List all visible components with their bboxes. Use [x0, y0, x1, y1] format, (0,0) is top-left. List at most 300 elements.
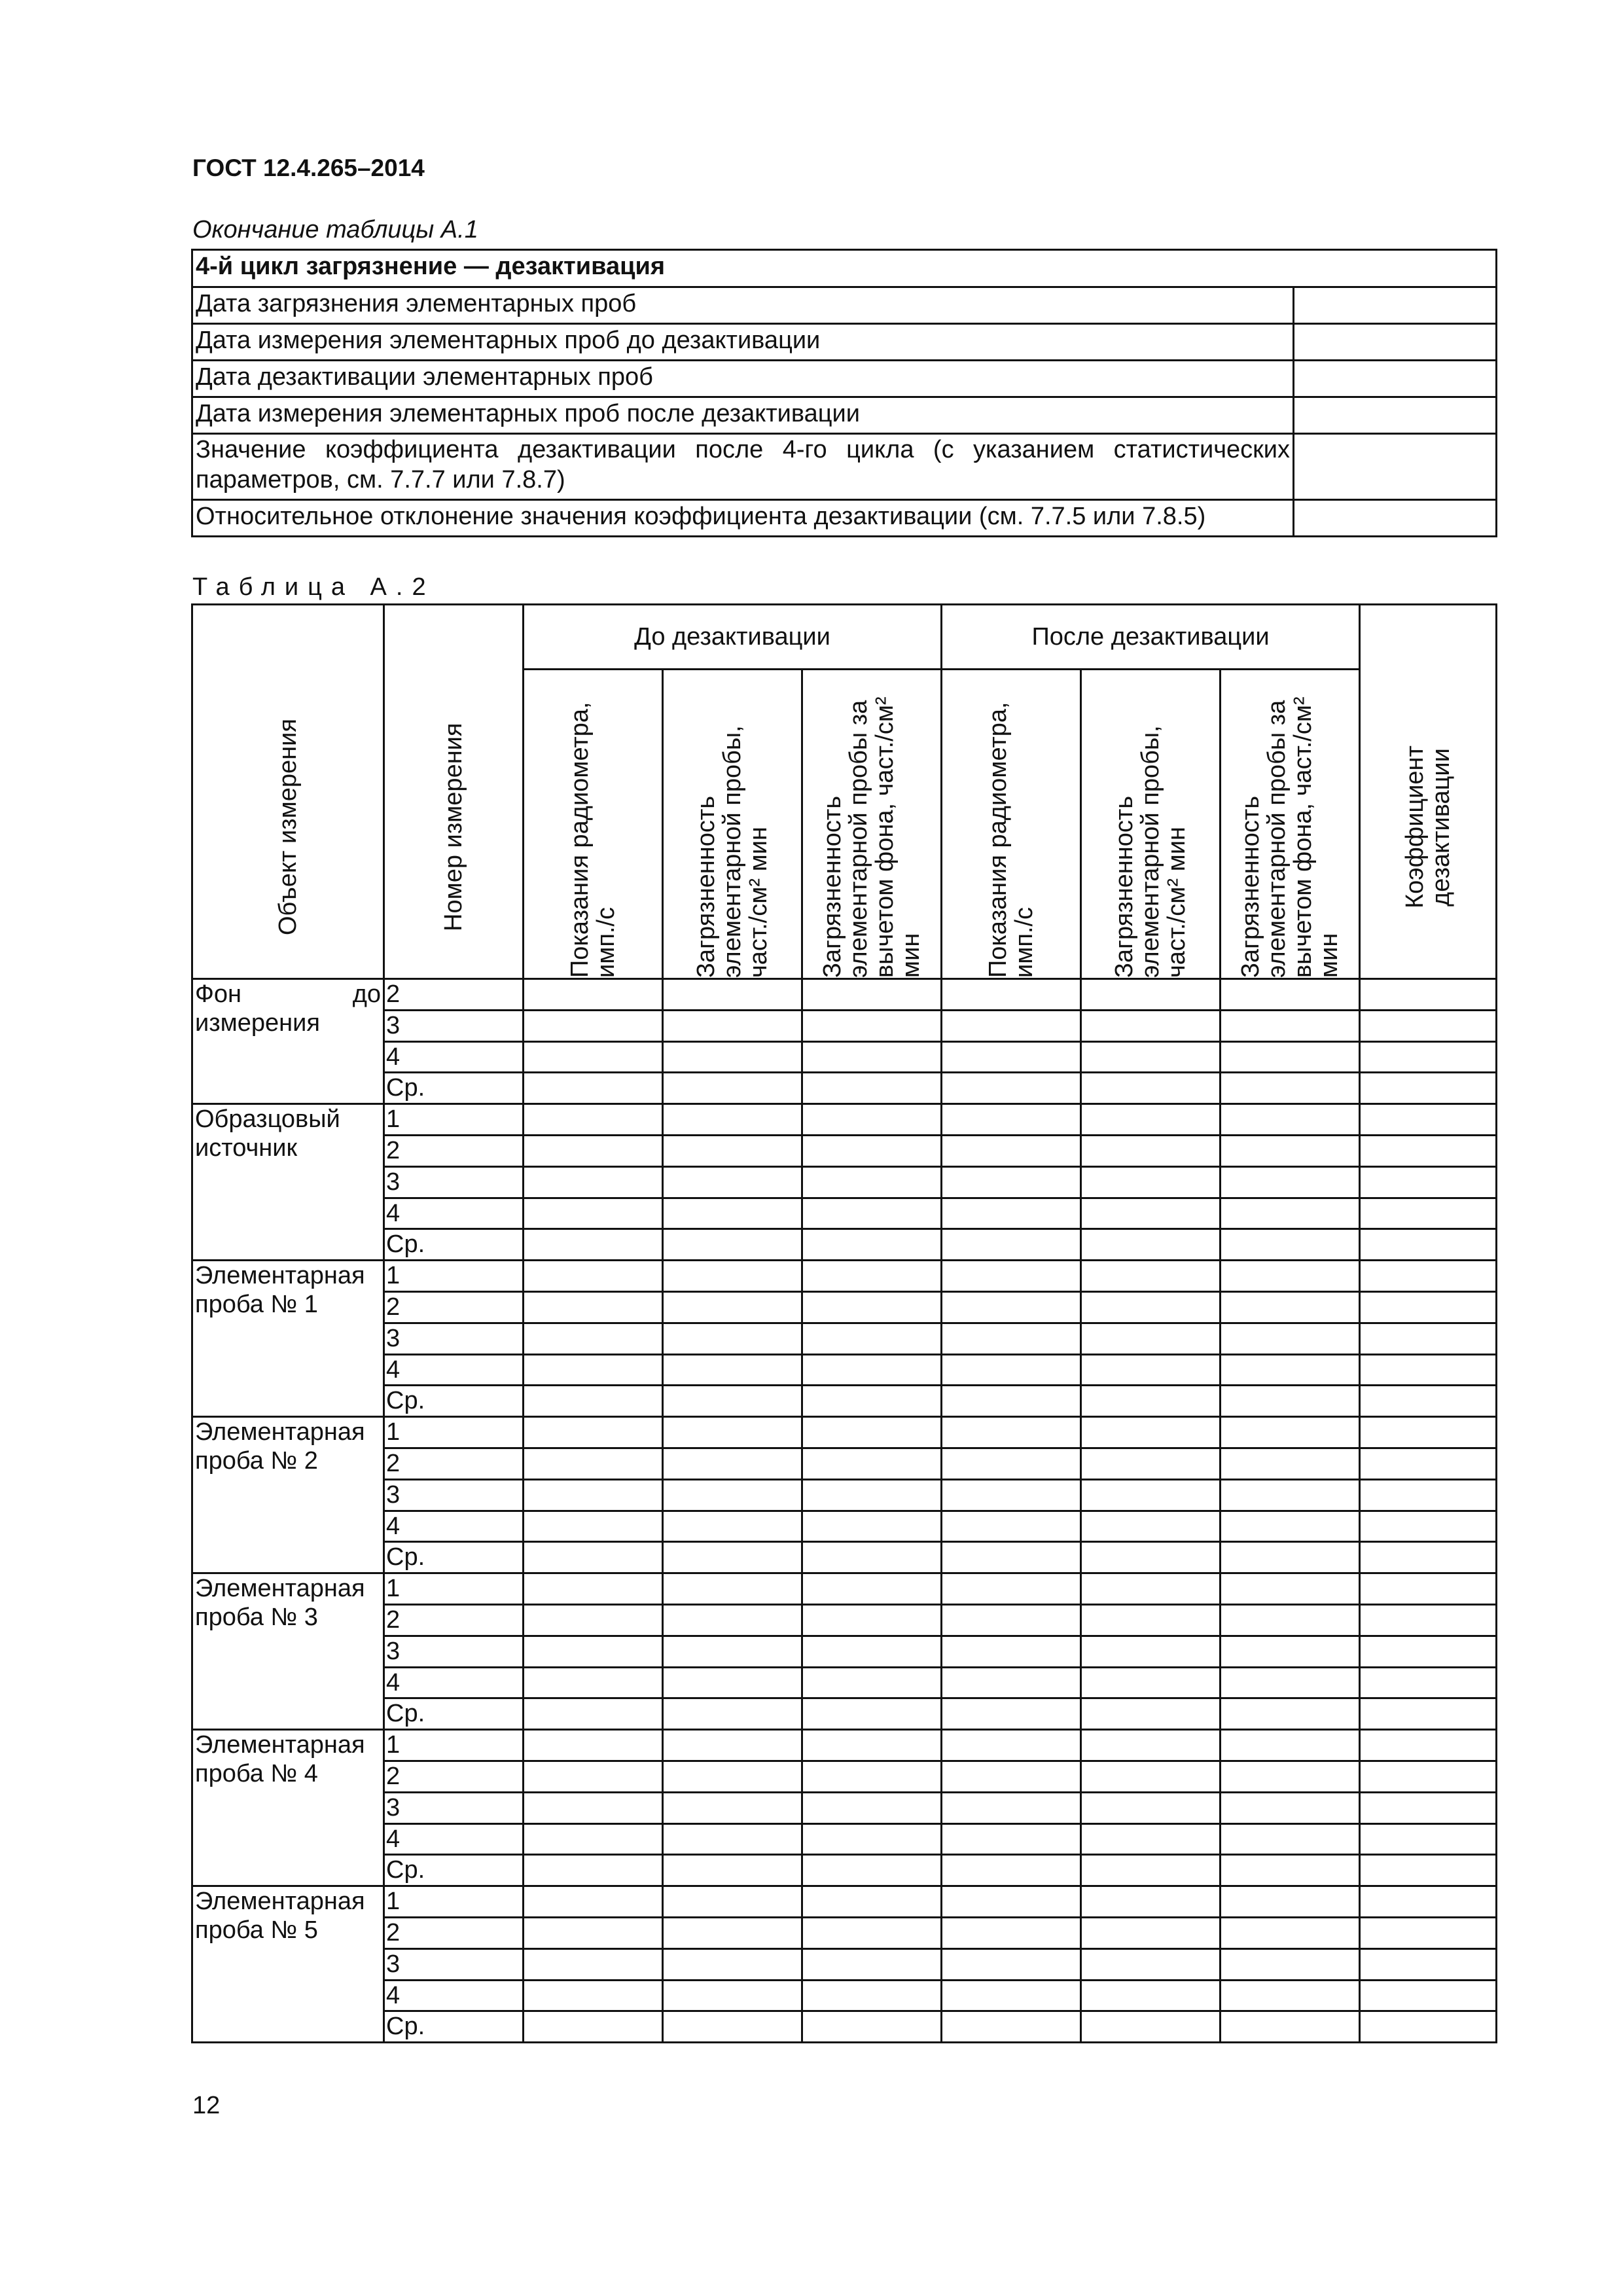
value-cell[interactable]: [1081, 1730, 1221, 1761]
value-cell[interactable]: [942, 1667, 1081, 1698]
value-cell[interactable]: [942, 1604, 1081, 1636]
value-cell[interactable]: [1221, 1698, 1360, 1730]
value-cell[interactable]: [1360, 1792, 1497, 1823]
object-line: [195, 980, 381, 1009]
value-cell[interactable]: [1360, 1980, 1497, 2011]
value-cell[interactable]: [1360, 1229, 1497, 1261]
value-cell[interactable]: [1360, 979, 1497, 1011]
value-cell[interactable]: [663, 1073, 802, 1104]
value-cell[interactable]: [663, 1886, 802, 1918]
value-cell[interactable]: [663, 1573, 802, 1605]
value-cell[interactable]: [1081, 1542, 1221, 1573]
value-cell[interactable]: [524, 1792, 663, 1823]
value-cell[interactable]: [802, 1010, 942, 1041]
value-cell[interactable]: [1081, 1573, 1221, 1605]
value-cell[interactable]: [663, 1417, 802, 1448]
value-cell[interactable]: [1360, 1948, 1497, 1980]
row-label: Значение коэффициента дезактивации после 4-го цикла (с указанием статистических параметров, см. 7.7.7 или 7.8.7): [192, 434, 1294, 500]
measurement-number: Ср.: [384, 1542, 524, 1573]
value-cell[interactable]: [1221, 1417, 1360, 1448]
value-cell[interactable]: [663, 1198, 802, 1229]
value-cell[interactable]: [524, 1417, 663, 1448]
header-before-contamination-bg: Загрязненность элементарной пробы за вычетом фона, част./см² мин: [802, 670, 942, 979]
value-cell[interactable]: [524, 1667, 663, 1698]
value-cell[interactable]: [1221, 1948, 1360, 1980]
value-cell[interactable]: [1081, 1792, 1221, 1823]
value-cell[interactable]: [942, 1010, 1081, 1041]
value-cell[interactable]: [802, 1073, 942, 1104]
value-cell[interactable]: [1081, 1604, 1221, 1636]
value-cell[interactable]: [1221, 1479, 1360, 1511]
value-cell[interactable]: [524, 1261, 663, 1292]
value-cell[interactable]: [1221, 1636, 1360, 1667]
value-cell[interactable]: [1221, 1511, 1360, 1542]
value-cell[interactable]: [802, 2011, 942, 2043]
value-cell[interactable]: [802, 1229, 942, 1261]
value-cell[interactable]: [1221, 1104, 1360, 1136]
value-cell[interactable]: [1081, 1698, 1221, 1730]
value-cell[interactable]: [1221, 1855, 1360, 1886]
value-cell[interactable]: [663, 1104, 802, 1136]
value-cell[interactable]: [1081, 1511, 1221, 1542]
measurement-number: 1: [384, 1886, 524, 1918]
value-cell[interactable]: [942, 1229, 1081, 1261]
value-cell[interactable]: [942, 1886, 1081, 1918]
value-cell[interactable]: [942, 1542, 1081, 1573]
value-cell[interactable]: [1081, 1261, 1221, 1292]
value-cell[interactable]: [942, 1104, 1081, 1136]
value-cell[interactable]: [802, 1166, 942, 1198]
measurement-number: 2: [384, 979, 524, 1011]
value-cell[interactable]: [1360, 1511, 1497, 1542]
value-cell[interactable]: [802, 1636, 942, 1667]
table-a1-title: 4-й цикл загрязнение — дезактивация: [192, 250, 1497, 287]
value-cell[interactable]: [663, 1542, 802, 1573]
value-cell[interactable]: [942, 1323, 1081, 1354]
value-cell[interactable]: [802, 1291, 942, 1323]
value-cell[interactable]: [1221, 1823, 1360, 1855]
value-cell[interactable]: [524, 1073, 663, 1104]
value-cell[interactable]: [802, 1761, 942, 1792]
measurement-number: 3: [384, 1166, 524, 1198]
value-cell[interactable]: [1081, 1761, 1221, 1792]
value-cell[interactable]: [802, 1792, 942, 1823]
value-cell[interactable]: [1360, 1761, 1497, 1792]
value-cell[interactable]: [802, 1354, 942, 1386]
value-cell[interactable]: [1360, 1448, 1497, 1479]
value-cell[interactable]: [1081, 1886, 1221, 1918]
measurement-object: Элементарная проба № 5: [192, 1886, 384, 2043]
value-cell[interactable]: [802, 1479, 942, 1511]
value-cell[interactable]: [802, 1980, 942, 2011]
value-cell[interactable]: [1294, 434, 1497, 500]
value-cell[interactable]: [942, 1573, 1081, 1605]
value-cell[interactable]: [942, 1198, 1081, 1229]
value-cell[interactable]: [1081, 1917, 1221, 1948]
value-cell[interactable]: [524, 1104, 663, 1136]
value-cell[interactable]: [802, 1730, 942, 1761]
value-cell[interactable]: [942, 1386, 1081, 1417]
table-row: [192, 397, 1497, 434]
value-cell[interactable]: [524, 979, 663, 1011]
value-cell[interactable]: [663, 1448, 802, 1479]
value-cell[interactable]: [524, 1041, 663, 1073]
value-cell[interactable]: [663, 1667, 802, 1698]
value-cell[interactable]: [1360, 1010, 1497, 1041]
value-cell[interactable]: [802, 1573, 942, 1605]
value-cell[interactable]: [802, 1135, 942, 1166]
value-cell[interactable]: [1081, 1354, 1221, 1386]
table-row: [192, 1667, 1497, 1698]
value-cell[interactable]: [942, 1291, 1081, 1323]
table-row: [192, 1135, 1497, 1166]
value-cell[interactable]: [942, 1511, 1081, 1542]
value-cell[interactable]: [1221, 1886, 1360, 1918]
value-cell[interactable]: [663, 1166, 802, 1198]
object-word: измерения: [195, 1009, 320, 1037]
table-row: [192, 1636, 1497, 1667]
value-cell[interactable]: [802, 1417, 942, 1448]
value-cell[interactable]: [663, 1386, 802, 1417]
value-cell[interactable]: [1294, 324, 1497, 361]
measurement-number: 1: [384, 1261, 524, 1292]
table-row: [192, 324, 1497, 361]
value-cell[interactable]: [663, 1479, 802, 1511]
value-cell[interactable]: [942, 979, 1081, 1011]
header-after-contamination: Загрязненность элементарной пробы, част./см² мин: [1081, 670, 1221, 979]
value-cell[interactable]: [1221, 2011, 1360, 2043]
value-cell[interactable]: [524, 1604, 663, 1636]
value-cell[interactable]: [663, 2011, 802, 2043]
value-cell[interactable]: [1081, 1135, 1221, 1166]
value-cell[interactable]: [1360, 1323, 1497, 1354]
table-row: [192, 1229, 1497, 1261]
value-cell[interactable]: [524, 1323, 663, 1354]
measurement-number: 2: [384, 1761, 524, 1792]
value-cell[interactable]: [663, 979, 802, 1011]
value-cell[interactable]: [663, 1323, 802, 1354]
value-cell[interactable]: [1081, 1166, 1221, 1198]
value-cell[interactable]: [524, 1855, 663, 1886]
row-label: Дата дезактивации элементарных проб: [192, 361, 1294, 397]
value-cell[interactable]: [1360, 1667, 1497, 1698]
value-cell[interactable]: [802, 1698, 942, 1730]
value-cell[interactable]: [1081, 1417, 1221, 1448]
value-cell[interactable]: [1360, 1855, 1497, 1886]
header-before-contamination: Загрязненность элементарной пробы, част./см² мин: [663, 670, 802, 979]
value-cell[interactable]: [802, 1917, 942, 1948]
value-cell[interactable]: [802, 1855, 942, 1886]
value-cell[interactable]: [524, 1198, 663, 1229]
value-cell[interactable]: [942, 1354, 1081, 1386]
value-cell[interactable]: [663, 1229, 802, 1261]
value-cell[interactable]: [1221, 1448, 1360, 1479]
value-cell[interactable]: [1221, 1198, 1360, 1229]
value-cell[interactable]: [1221, 1354, 1360, 1386]
value-cell[interactable]: [1221, 1166, 1360, 1198]
value-cell[interactable]: [1360, 1073, 1497, 1104]
value-cell[interactable]: [1081, 1855, 1221, 1886]
value-cell[interactable]: [1081, 1073, 1221, 1104]
measurement-number: 3: [384, 1323, 524, 1354]
value-cell[interactable]: [663, 1511, 802, 1542]
header-after-contamination-bg: Загрязненность элементарной пробы за вычетом фона, част./см² мин: [1221, 670, 1360, 979]
value-cell[interactable]: [942, 1448, 1081, 1479]
value-cell[interactable]: [802, 1886, 942, 1918]
measurement-number: Ср.: [384, 1855, 524, 1886]
value-cell[interactable]: [1294, 361, 1497, 397]
value-cell[interactable]: [524, 1511, 663, 1542]
value-cell[interactable]: [524, 1542, 663, 1573]
value-cell[interactable]: [1221, 1010, 1360, 1041]
value-cell[interactable]: [802, 1667, 942, 1698]
value-cell[interactable]: [802, 1386, 942, 1417]
value-cell[interactable]: [942, 1948, 1081, 1980]
value-cell[interactable]: [524, 1010, 663, 1041]
value-cell[interactable]: [524, 1166, 663, 1198]
value-cell[interactable]: [1221, 1323, 1360, 1354]
value-cell[interactable]: [802, 1104, 942, 1136]
value-cell[interactable]: [942, 2011, 1081, 2043]
value-cell[interactable]: [802, 1198, 942, 1229]
value-cell[interactable]: [663, 1010, 802, 1041]
value-cell[interactable]: [1081, 1667, 1221, 1698]
value-cell[interactable]: [1360, 1104, 1497, 1136]
value-cell[interactable]: [1221, 1792, 1360, 1823]
value-cell[interactable]: [524, 1135, 663, 1166]
table-row: [192, 1948, 1497, 1980]
value-cell[interactable]: [942, 1479, 1081, 1511]
value-cell[interactable]: [942, 1636, 1081, 1667]
value-cell[interactable]: [1081, 1386, 1221, 1417]
value-cell[interactable]: [1294, 397, 1497, 434]
value-cell[interactable]: [1360, 1636, 1497, 1667]
value-cell[interactable]: [663, 1698, 802, 1730]
value-cell[interactable]: [942, 1730, 1081, 1761]
value-cell[interactable]: [802, 1511, 942, 1542]
value-cell[interactable]: [942, 1261, 1081, 1292]
measurement-number: 2: [384, 1917, 524, 1948]
value-cell[interactable]: [663, 1855, 802, 1886]
value-cell[interactable]: [1081, 1198, 1221, 1229]
value-cell[interactable]: [802, 979, 942, 1011]
table-a1-title-row: [192, 250, 1497, 287]
measurement-number: Ср.: [384, 1073, 524, 1104]
header-after-radiometer: Показания радиометра, имп./с: [942, 670, 1081, 979]
value-cell[interactable]: [1360, 1198, 1497, 1229]
value-cell[interactable]: [524, 1448, 663, 1479]
table-row: [192, 1980, 1497, 2011]
measurement-number: 1: [384, 1730, 524, 1761]
value-cell[interactable]: [1221, 1542, 1360, 1573]
value-cell[interactable]: [663, 1761, 802, 1792]
value-cell[interactable]: [663, 1354, 802, 1386]
value-cell[interactable]: [663, 1041, 802, 1073]
value-cell[interactable]: [663, 1135, 802, 1166]
value-cell[interactable]: [1081, 979, 1221, 1011]
value-cell[interactable]: [802, 1542, 942, 1573]
measurement-number: 3: [384, 1479, 524, 1511]
value-cell[interactable]: [1360, 1479, 1497, 1511]
value-cell[interactable]: [1360, 1354, 1497, 1386]
measurement-number: Ср.: [384, 1229, 524, 1261]
value-cell[interactable]: [524, 1730, 663, 1761]
table-row: [192, 1792, 1497, 1823]
value-cell[interactable]: [942, 1980, 1081, 2011]
value-cell[interactable]: [524, 1354, 663, 1386]
value-cell[interactable]: [663, 1604, 802, 1636]
table-a1-continuation-caption: Окончание таблицы А.1: [192, 216, 478, 243]
value-cell[interactable]: [1221, 1261, 1360, 1292]
value-cell[interactable]: [663, 1636, 802, 1667]
value-cell[interactable]: [802, 1041, 942, 1073]
value-cell[interactable]: [1360, 1166, 1497, 1198]
value-cell[interactable]: [942, 1417, 1081, 1448]
value-cell[interactable]: [524, 1980, 663, 2011]
measurement-object: Элементарная проба № 2: [192, 1417, 384, 1573]
value-cell[interactable]: [1360, 1261, 1497, 1292]
value-cell[interactable]: [1221, 1386, 1360, 1417]
value-cell[interactable]: [1221, 1604, 1360, 1636]
value-cell[interactable]: [942, 1855, 1081, 1886]
value-cell[interactable]: [1360, 2011, 1497, 2043]
value-cell[interactable]: [524, 1573, 663, 1605]
value-cell[interactable]: [1360, 1542, 1497, 1573]
value-cell[interactable]: [1360, 1604, 1497, 1636]
measurement-number: 3: [384, 1792, 524, 1823]
value-cell[interactable]: [942, 1792, 1081, 1823]
value-cell[interactable]: [1294, 500, 1497, 537]
measurement-number: 3: [384, 1010, 524, 1041]
table-row: [192, 1886, 1497, 1918]
value-cell[interactable]: [524, 1948, 663, 1980]
value-cell[interactable]: [1360, 1730, 1497, 1761]
value-cell[interactable]: [1081, 1948, 1221, 1980]
value-cell[interactable]: [1221, 979, 1360, 1011]
value-cell[interactable]: [942, 1823, 1081, 1855]
value-cell[interactable]: [1360, 1698, 1497, 1730]
value-cell[interactable]: [1221, 1073, 1360, 1104]
value-cell[interactable]: [1360, 1291, 1497, 1323]
table-row: [192, 1604, 1497, 1636]
value-cell[interactable]: [1221, 1730, 1360, 1761]
value-cell[interactable]: [1081, 1980, 1221, 2011]
value-cell[interactable]: [1081, 1041, 1221, 1073]
value-cell[interactable]: [663, 1948, 802, 1980]
value-cell[interactable]: [1360, 1041, 1497, 1073]
value-cell[interactable]: [1081, 1291, 1221, 1323]
value-cell[interactable]: [1081, 1636, 1221, 1667]
table-row: [192, 1041, 1497, 1073]
value-cell[interactable]: [1081, 1479, 1221, 1511]
value-cell[interactable]: [1360, 1417, 1497, 1448]
value-cell[interactable]: [1081, 1448, 1221, 1479]
value-cell[interactable]: [802, 1448, 942, 1479]
value-cell[interactable]: [942, 1041, 1081, 1073]
value-cell[interactable]: [1360, 1573, 1497, 1605]
object-word: до: [352, 980, 381, 1008]
measurement-number: 4: [384, 1667, 524, 1698]
table-row: [192, 1511, 1497, 1542]
value-cell[interactable]: [524, 1917, 663, 1948]
value-cell[interactable]: [1221, 1667, 1360, 1698]
page-number: 12: [192, 2092, 221, 2119]
value-cell[interactable]: [663, 1792, 802, 1823]
value-cell[interactable]: [663, 1980, 802, 2011]
value-cell[interactable]: [1081, 1229, 1221, 1261]
table-row: [192, 1323, 1497, 1354]
value-cell[interactable]: [1221, 1229, 1360, 1261]
value-cell[interactable]: [524, 1386, 663, 1417]
value-cell[interactable]: [524, 1636, 663, 1667]
value-cell[interactable]: [524, 1291, 663, 1323]
value-cell[interactable]: [1081, 2011, 1221, 2043]
table-row: [192, 361, 1497, 397]
table-row: [192, 1823, 1497, 1855]
value-cell[interactable]: [524, 1229, 663, 1261]
object-word: Фон: [195, 980, 242, 1008]
value-cell[interactable]: [802, 1948, 942, 1980]
value-cell[interactable]: [524, 1823, 663, 1855]
value-cell[interactable]: [1081, 1104, 1221, 1136]
value-cell[interactable]: [802, 1261, 942, 1292]
measurement-number: 1: [384, 1573, 524, 1605]
value-cell[interactable]: [942, 1698, 1081, 1730]
table-row: [192, 1448, 1497, 1479]
value-cell[interactable]: [1221, 1291, 1360, 1323]
value-cell[interactable]: [942, 1761, 1081, 1792]
value-cell[interactable]: [1360, 1823, 1497, 1855]
value-cell[interactable]: [1081, 1323, 1221, 1354]
value-cell[interactable]: [802, 1323, 942, 1354]
table-row: [192, 1354, 1497, 1386]
value-cell[interactable]: [1221, 1041, 1360, 1073]
value-cell[interactable]: [524, 1698, 663, 1730]
value-cell[interactable]: [942, 1917, 1081, 1948]
value-cell[interactable]: [663, 1917, 802, 1948]
value-cell[interactable]: [942, 1166, 1081, 1198]
value-cell[interactable]: [1221, 1135, 1360, 1166]
value-cell[interactable]: [1221, 1573, 1360, 1605]
value-cell[interactable]: [1360, 1386, 1497, 1417]
value-cell[interactable]: [524, 2011, 663, 2043]
table-a2-caption: Таблица А.2: [192, 573, 435, 601]
value-cell[interactable]: [524, 1886, 663, 1918]
value-cell[interactable]: [1081, 1010, 1221, 1041]
value-cell[interactable]: [1360, 1886, 1497, 1918]
value-cell[interactable]: [524, 1761, 663, 1792]
value-cell[interactable]: [802, 1823, 942, 1855]
value-cell[interactable]: [663, 1823, 802, 1855]
value-cell[interactable]: [524, 1479, 663, 1511]
value-cell[interactable]: [663, 1291, 802, 1323]
value-cell[interactable]: [1081, 1823, 1221, 1855]
value-cell[interactable]: [1294, 287, 1497, 324]
value-cell[interactable]: [663, 1730, 802, 1761]
value-cell[interactable]: [1221, 1980, 1360, 2011]
value-cell[interactable]: [1221, 1917, 1360, 1948]
value-cell[interactable]: [1360, 1917, 1497, 1948]
value-cell[interactable]: [942, 1073, 1081, 1104]
measurement-object: Элементарная проба № 4: [192, 1730, 384, 1886]
value-cell[interactable]: [1360, 1135, 1497, 1166]
value-cell[interactable]: [802, 1604, 942, 1636]
value-cell[interactable]: [1221, 1761, 1360, 1792]
measurement-number: 4: [384, 1511, 524, 1542]
table-row: [192, 1291, 1497, 1323]
value-cell[interactable]: [942, 1135, 1081, 1166]
value-cell[interactable]: [663, 1261, 802, 1292]
